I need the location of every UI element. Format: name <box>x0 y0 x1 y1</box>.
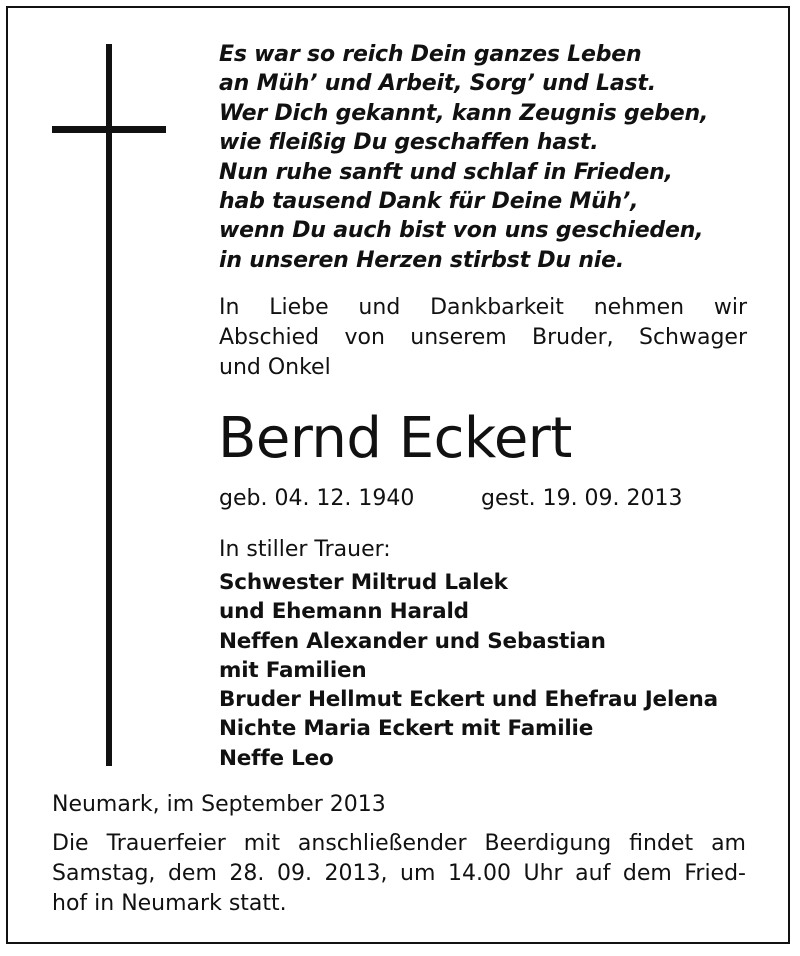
mourner-line: Neffe Leo <box>219 745 334 771</box>
poem-line: Es war so reich Dein ganzes Leben <box>219 42 642 67</box>
mourner-line: Schwester Miltrud Lalek <box>219 570 508 595</box>
mourners-label: In stiller Trauer: <box>219 537 391 562</box>
memorial-poem <box>219 40 759 275</box>
poem-line: hab tausend Dank für Deine Müh’, <box>219 189 639 215</box>
cross-vertical-bar <box>106 44 112 766</box>
poem-line: in unseren Herzen stirbst Du nie. <box>219 247 625 273</box>
funeral-line: hof in Neumark statt. <box>52 891 287 916</box>
intro-line: In Liebe und Dankbarkeit nehmen wir <box>219 295 747 320</box>
deceased-name: Bernd Eckert <box>218 406 572 471</box>
poem-line: Wer Dich gekannt, kann Zeugnis geben, <box>219 100 709 126</box>
poem-line: wenn Du auch bist von uns geschieden, <box>219 218 704 244</box>
place-and-date: Neumark, im September 2013 <box>52 792 386 817</box>
birth-date: geb. 04. 12. 1940 <box>219 486 415 511</box>
mourner-line: Neffen Alexander und Sebastian <box>219 628 606 654</box>
poem-line: an Müh’ und Arbeit, Sorg’ und Last. <box>219 71 656 97</box>
poem-line: Nun ruhe sanft und schlaf in Frieden, <box>219 159 673 185</box>
mourner-line: Nichte Maria Eckert mit Familie <box>219 716 594 742</box>
death-date: gest. 19. 09. 2013 <box>481 486 683 511</box>
poem-line: wie fleißig Du geschaffen hast. <box>219 130 599 156</box>
cross-horizontal-bar <box>52 126 166 133</box>
intro-line: und Onkel <box>219 355 331 380</box>
funeral-line: Samstag, dem 28. 09. 2013, um 14.00 Uhr auf dem Fried- <box>52 861 746 886</box>
mourners-list <box>219 568 718 773</box>
funeral-line: Die Trauerfeier mit anschließender Beerdigung findet am <box>52 831 746 856</box>
mourner-line: mit Familien <box>219 657 367 683</box>
mourner-line: Bruder Hellmut Eckert und Ehefrau Jelena <box>219 687 718 713</box>
intro-line: Abschied von unserem Bruder, Schwager <box>219 325 747 350</box>
farewell-intro <box>219 293 747 383</box>
funeral-info <box>52 829 746 919</box>
mourner-line: und Ehemann Harald <box>219 599 469 625</box>
